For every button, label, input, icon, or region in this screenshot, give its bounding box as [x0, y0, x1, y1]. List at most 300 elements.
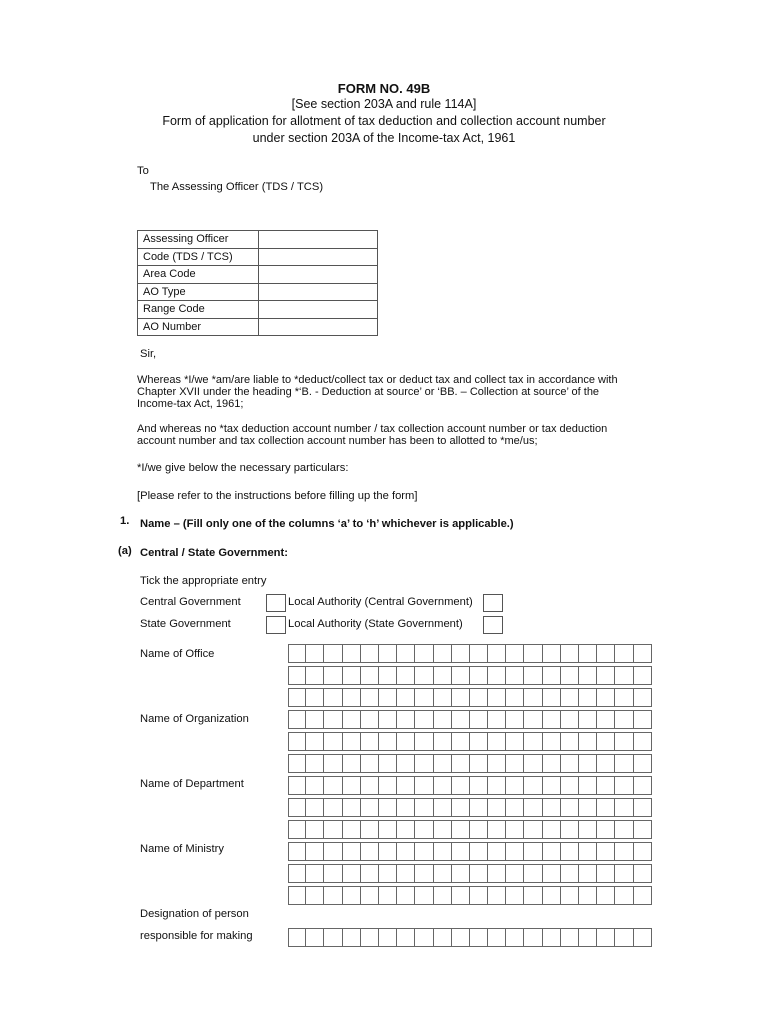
character-box[interactable] [343, 776, 361, 795]
character-box[interactable] [343, 842, 361, 861]
character-box[interactable] [634, 644, 652, 663]
character-box[interactable] [324, 666, 342, 685]
character-box[interactable] [288, 842, 306, 861]
character-box[interactable] [579, 928, 597, 947]
character-box[interactable] [415, 644, 433, 663]
character-box[interactable] [524, 928, 542, 947]
character-box[interactable] [324, 776, 342, 795]
character-box[interactable] [615, 864, 633, 883]
character-box[interactable] [524, 864, 542, 883]
character-box[interactable] [524, 886, 542, 905]
character-box[interactable] [415, 688, 433, 707]
character-box[interactable] [634, 754, 652, 773]
character-box[interactable] [306, 644, 324, 663]
character-box[interactable] [561, 754, 579, 773]
character-box[interactable] [288, 886, 306, 905]
character-box[interactable] [561, 864, 579, 883]
character-box[interactable] [343, 732, 361, 751]
character-box[interactable] [324, 864, 342, 883]
character-box[interactable] [561, 820, 579, 839]
character-box[interactable] [597, 776, 615, 795]
character-box[interactable] [306, 732, 324, 751]
character-box[interactable] [306, 666, 324, 685]
character-box[interactable] [288, 666, 306, 685]
character-box[interactable] [379, 754, 397, 773]
ao-label: AO Number [138, 318, 259, 336]
character-box[interactable] [561, 710, 579, 729]
character-box[interactable] [488, 688, 506, 707]
character-box[interactable] [288, 688, 306, 707]
character-box[interactable] [306, 820, 324, 839]
character-box[interactable] [506, 710, 524, 729]
character-box[interactable] [579, 798, 597, 817]
character-box[interactable] [415, 798, 433, 817]
office-name-boxes-1[interactable] [288, 644, 652, 663]
character-box[interactable] [579, 666, 597, 685]
character-box[interactable] [452, 820, 470, 839]
character-box[interactable] [615, 754, 633, 773]
character-box[interactable] [524, 666, 542, 685]
character-box[interactable] [579, 842, 597, 861]
character-box[interactable] [543, 754, 561, 773]
character-box[interactable] [543, 820, 561, 839]
character-box[interactable] [306, 842, 324, 861]
character-box[interactable] [343, 666, 361, 685]
character-box[interactable] [597, 928, 615, 947]
character-box[interactable] [488, 776, 506, 795]
character-box[interactable] [470, 864, 488, 883]
character-box[interactable] [634, 732, 652, 751]
character-box[interactable] [434, 754, 452, 773]
character-box[interactable] [415, 666, 433, 685]
character-box[interactable] [434, 732, 452, 751]
character-box[interactable] [506, 644, 524, 663]
character-box[interactable] [324, 732, 342, 751]
character-box[interactable] [524, 842, 542, 861]
character-box[interactable] [543, 732, 561, 751]
character-box[interactable] [324, 688, 342, 707]
ao-value-cell[interactable] [259, 318, 378, 336]
character-box[interactable] [524, 688, 542, 707]
character-box[interactable] [579, 754, 597, 773]
character-box[interactable] [506, 732, 524, 751]
character-box[interactable] [506, 842, 524, 861]
character-box[interactable] [452, 842, 470, 861]
character-box[interactable] [397, 644, 415, 663]
character-box[interactable] [524, 644, 542, 663]
character-box[interactable] [470, 710, 488, 729]
character-box[interactable] [397, 732, 415, 751]
field-label-office: Name of Office [140, 648, 215, 660]
character-box[interactable] [361, 928, 379, 947]
character-box[interactable] [470, 798, 488, 817]
character-box[interactable] [397, 864, 415, 883]
character-box[interactable] [324, 644, 342, 663]
character-box[interactable] [288, 928, 306, 947]
character-box[interactable] [488, 842, 506, 861]
character-box[interactable] [434, 776, 452, 795]
character-box[interactable] [288, 710, 306, 729]
character-box[interactable] [288, 732, 306, 751]
character-box[interactable] [343, 798, 361, 817]
form-subtitle-description: Form of application for allotment of tax deduction and collection account number [162, 114, 606, 128]
character-box[interactable] [597, 864, 615, 883]
paragraph-line: Chapter XVII under the heading *‘B. - Deduction at source’ or ‘BB. – Collection at source’ of the [137, 386, 600, 399]
character-box[interactable] [506, 798, 524, 817]
character-box[interactable] [488, 710, 506, 729]
character-box[interactable] [579, 820, 597, 839]
character-box[interactable] [506, 928, 524, 947]
character-box[interactable] [361, 710, 379, 729]
office-name-boxes-2[interactable] [288, 666, 652, 685]
paragraph-line: account number and tax collection account number has been to allotted to *me/us; [137, 435, 538, 448]
character-box[interactable] [343, 710, 361, 729]
character-box[interactable] [288, 776, 306, 795]
ministry-name-boxes-3[interactable] [288, 886, 652, 905]
character-box[interactable] [434, 798, 452, 817]
character-box[interactable] [434, 864, 452, 883]
character-box[interactable] [379, 644, 397, 663]
character-box[interactable] [597, 798, 615, 817]
department-name-boxes-2[interactable] [288, 798, 652, 817]
character-box[interactable] [397, 928, 415, 947]
character-box[interactable] [470, 644, 488, 663]
character-box[interactable] [470, 886, 488, 905]
character-box[interactable] [597, 754, 615, 773]
character-box[interactable] [470, 732, 488, 751]
character-box[interactable] [434, 666, 452, 685]
character-box[interactable] [415, 710, 433, 729]
character-box[interactable] [543, 798, 561, 817]
character-box[interactable] [579, 688, 597, 707]
ao-value-cell[interactable] [259, 266, 378, 284]
character-box[interactable] [506, 886, 524, 905]
character-box[interactable] [306, 776, 324, 795]
character-box[interactable] [379, 798, 397, 817]
character-box[interactable] [561, 928, 579, 947]
character-box[interactable] [379, 928, 397, 947]
character-box[interactable] [306, 688, 324, 707]
character-box[interactable] [343, 864, 361, 883]
character-box[interactable] [379, 886, 397, 905]
character-box[interactable] [452, 928, 470, 947]
state-government-checkbox[interactable] [266, 616, 286, 634]
character-box[interactable] [434, 842, 452, 861]
character-box[interactable] [579, 710, 597, 729]
character-box[interactable] [324, 710, 342, 729]
character-box[interactable] [597, 820, 615, 839]
character-box[interactable] [543, 776, 561, 795]
character-box[interactable] [361, 688, 379, 707]
character-box[interactable] [343, 928, 361, 947]
character-box[interactable] [524, 820, 542, 839]
organization-name-boxes-1[interactable] [288, 710, 652, 729]
character-box[interactable] [288, 754, 306, 773]
character-box[interactable] [452, 798, 470, 817]
character-box[interactable] [452, 688, 470, 707]
character-box[interactable] [634, 666, 652, 685]
character-box[interactable] [397, 886, 415, 905]
department-name-boxes-3[interactable] [288, 820, 652, 839]
character-box[interactable] [415, 732, 433, 751]
ao-value-cell[interactable] [259, 283, 378, 301]
character-box[interactable] [452, 754, 470, 773]
character-box[interactable] [524, 776, 542, 795]
character-box[interactable] [397, 842, 415, 861]
character-box[interactable] [288, 644, 306, 663]
character-box[interactable] [306, 710, 324, 729]
character-box[interactable] [470, 842, 488, 861]
character-box[interactable] [597, 644, 615, 663]
character-box[interactable] [361, 798, 379, 817]
table-row [138, 301, 378, 319]
character-box[interactable] [561, 798, 579, 817]
character-box[interactable] [361, 732, 379, 751]
character-box[interactable] [634, 776, 652, 795]
character-box[interactable] [561, 776, 579, 795]
character-box[interactable] [470, 820, 488, 839]
character-box[interactable] [615, 842, 633, 861]
character-box[interactable] [506, 820, 524, 839]
character-box[interactable] [543, 864, 561, 883]
character-box[interactable] [324, 886, 342, 905]
character-box[interactable] [561, 732, 579, 751]
character-box[interactable] [324, 754, 342, 773]
character-box[interactable] [615, 886, 633, 905]
designation-boxes[interactable] [288, 928, 652, 947]
character-box[interactable] [579, 732, 597, 751]
character-box[interactable] [470, 688, 488, 707]
character-box[interactable] [379, 710, 397, 729]
character-box[interactable] [579, 886, 597, 905]
character-box[interactable] [324, 798, 342, 817]
paragraph-particulars: *I/we give below the necessary particulars: [137, 462, 349, 474]
character-box[interactable] [543, 710, 561, 729]
paragraph-liability [137, 374, 657, 411]
character-box[interactable] [379, 776, 397, 795]
character-box[interactable] [506, 864, 524, 883]
character-box[interactable] [288, 798, 306, 817]
character-box[interactable] [470, 928, 488, 947]
character-box[interactable] [543, 644, 561, 663]
character-box[interactable] [379, 666, 397, 685]
character-box[interactable] [597, 666, 615, 685]
character-box[interactable] [615, 820, 633, 839]
character-box[interactable] [434, 820, 452, 839]
character-box[interactable] [361, 754, 379, 773]
character-box[interactable] [452, 864, 470, 883]
character-box[interactable] [434, 688, 452, 707]
character-box[interactable] [434, 886, 452, 905]
organization-name-boxes-3[interactable] [288, 754, 652, 773]
character-box[interactable] [343, 644, 361, 663]
character-box[interactable] [561, 644, 579, 663]
character-box[interactable] [343, 820, 361, 839]
character-box[interactable] [524, 798, 542, 817]
character-box[interactable] [579, 864, 597, 883]
character-box[interactable] [506, 776, 524, 795]
character-box[interactable] [434, 928, 452, 947]
character-box[interactable] [415, 886, 433, 905]
form-subtitle-act: under section 203A of the Income-tax Act, 1961 [252, 131, 516, 145]
character-box[interactable] [415, 754, 433, 773]
paragraph-line: Income-tax Act, 1961; [137, 398, 244, 411]
field-label-ministry: Name of Ministry [140, 843, 224, 855]
character-box[interactable] [324, 820, 342, 839]
character-box[interactable] [434, 710, 452, 729]
character-box[interactable] [561, 688, 579, 707]
character-box[interactable] [615, 732, 633, 751]
ao-label: Range Code [138, 301, 259, 319]
character-box[interactable] [634, 688, 652, 707]
ao-value-cell[interactable] [259, 301, 378, 319]
character-box[interactable] [615, 644, 633, 663]
character-box[interactable] [615, 928, 633, 947]
character-box[interactable] [397, 754, 415, 773]
character-box[interactable] [397, 820, 415, 839]
character-box[interactable] [361, 886, 379, 905]
character-box[interactable] [306, 798, 324, 817]
ao-value-cell[interactable] [259, 248, 378, 266]
organization-name-boxes-2[interactable] [288, 732, 652, 751]
character-box[interactable] [579, 644, 597, 663]
character-box[interactable] [324, 842, 342, 861]
character-box[interactable] [397, 688, 415, 707]
character-box[interactable] [452, 644, 470, 663]
character-box[interactable] [634, 886, 652, 905]
character-box[interactable] [379, 732, 397, 751]
character-box[interactable] [452, 710, 470, 729]
character-box[interactable] [543, 886, 561, 905]
character-box[interactable] [361, 820, 379, 839]
paragraph-line: And whereas no *tax deduction account number / tax collection account number or tax deduction [137, 423, 608, 435]
character-box[interactable] [488, 666, 506, 685]
character-box[interactable] [343, 754, 361, 773]
character-box[interactable] [343, 688, 361, 707]
character-box[interactable] [361, 666, 379, 685]
character-box[interactable] [634, 798, 652, 817]
character-box[interactable] [543, 928, 561, 947]
character-box[interactable] [306, 886, 324, 905]
character-box[interactable] [634, 928, 652, 947]
character-box[interactable] [561, 666, 579, 685]
character-box[interactable] [452, 886, 470, 905]
character-box[interactable] [379, 688, 397, 707]
character-box[interactable] [361, 842, 379, 861]
character-box[interactable] [306, 864, 324, 883]
character-box[interactable] [470, 666, 488, 685]
character-box[interactable] [415, 928, 433, 947]
local-authority-state-checkbox[interactable] [483, 616, 503, 634]
character-box[interactable] [597, 842, 615, 861]
character-box[interactable] [506, 754, 524, 773]
character-box[interactable] [524, 754, 542, 773]
character-box[interactable] [397, 798, 415, 817]
ao-value-cell[interactable] [259, 231, 378, 249]
office-name-boxes-3[interactable] [288, 688, 652, 707]
character-box[interactable] [434, 644, 452, 663]
character-box[interactable] [543, 666, 561, 685]
department-name-boxes-1[interactable] [288, 776, 652, 795]
character-box[interactable] [597, 886, 615, 905]
character-box[interactable] [615, 710, 633, 729]
local-authority-central-checkbox[interactable] [483, 594, 503, 612]
character-box[interactable] [324, 928, 342, 947]
character-box[interactable] [397, 666, 415, 685]
character-box[interactable] [579, 776, 597, 795]
character-box[interactable] [597, 732, 615, 751]
character-box[interactable] [561, 886, 579, 905]
character-box[interactable] [379, 864, 397, 883]
central-government-checkbox[interactable] [266, 594, 286, 612]
character-box[interactable] [524, 710, 542, 729]
character-box[interactable] [597, 710, 615, 729]
character-box[interactable] [288, 820, 306, 839]
character-box[interactable] [615, 798, 633, 817]
character-box[interactable] [634, 710, 652, 729]
character-box[interactable] [361, 776, 379, 795]
character-box[interactable] [343, 886, 361, 905]
character-box[interactable] [488, 820, 506, 839]
character-box[interactable] [379, 842, 397, 861]
character-box[interactable] [415, 820, 433, 839]
character-box[interactable] [615, 688, 633, 707]
field-label-designation-cont: responsible for making [140, 930, 253, 942]
character-box[interactable] [488, 644, 506, 663]
character-box[interactable] [452, 732, 470, 751]
ministry-name-boxes-1[interactable] [288, 842, 652, 861]
character-box[interactable] [397, 710, 415, 729]
character-box[interactable] [506, 666, 524, 685]
character-box[interactable] [488, 732, 506, 751]
character-box[interactable] [452, 776, 470, 795]
character-box[interactable] [488, 754, 506, 773]
character-box[interactable] [634, 842, 652, 861]
character-box[interactable] [543, 688, 561, 707]
character-box[interactable] [634, 864, 652, 883]
character-box[interactable] [543, 842, 561, 861]
ministry-name-boxes-2[interactable] [288, 864, 652, 883]
character-box[interactable] [506, 688, 524, 707]
character-box[interactable] [470, 776, 488, 795]
character-box[interactable] [361, 644, 379, 663]
character-box[interactable] [634, 820, 652, 839]
character-box[interactable] [288, 864, 306, 883]
character-box[interactable] [488, 798, 506, 817]
character-box[interactable] [397, 776, 415, 795]
character-box[interactable] [488, 928, 506, 947]
character-box[interactable] [415, 776, 433, 795]
character-box[interactable] [561, 842, 579, 861]
character-box[interactable] [615, 666, 633, 685]
character-box[interactable] [415, 864, 433, 883]
character-box[interactable] [488, 864, 506, 883]
character-box[interactable] [524, 732, 542, 751]
table-row [138, 318, 378, 336]
tick-instruction: Tick the appropriate entry [140, 575, 267, 587]
character-box[interactable] [488, 886, 506, 905]
character-box[interactable] [615, 776, 633, 795]
character-box[interactable] [452, 666, 470, 685]
character-box[interactable] [379, 820, 397, 839]
character-box[interactable] [306, 754, 324, 773]
character-box[interactable] [470, 754, 488, 773]
subsection-heading: Central / State Government: [140, 547, 288, 559]
character-box[interactable] [306, 928, 324, 947]
character-box[interactable] [597, 688, 615, 707]
character-box[interactable] [361, 864, 379, 883]
character-box[interactable] [415, 842, 433, 861]
